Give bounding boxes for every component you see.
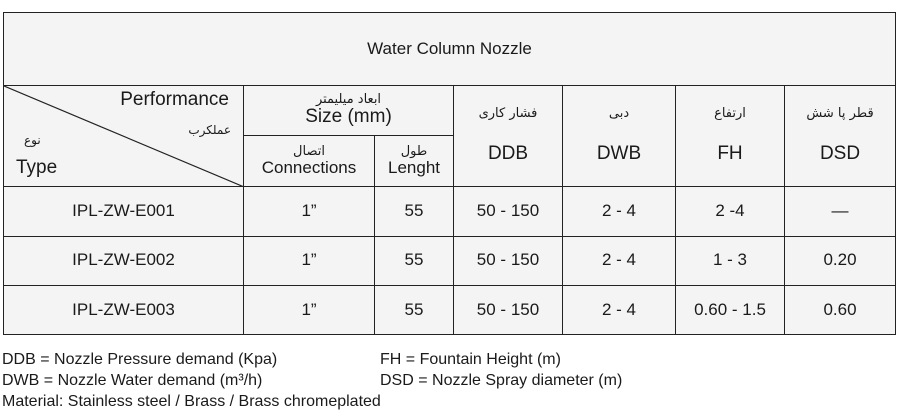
ddb-cell: 50 - 150 (454, 187, 563, 236)
ddb-cell: 50 - 150 (454, 285, 563, 334)
dsd-label-fa: قطر پا شش (806, 106, 874, 122)
table-row (4, 187, 896, 236)
length-label: Lenght (388, 157, 440, 177)
connection-cell: 1” (244, 285, 375, 334)
ddb-label-fa: فشار کاری (478, 106, 538, 122)
dwb-cell: 2 - 4 (563, 187, 676, 236)
connections-header (244, 136, 375, 187)
type-cell: IPL-ZW-E002 (4, 236, 244, 285)
dwb-cell: 2 - 4 (563, 236, 676, 285)
fh-label-fa: ارتفاع (714, 106, 746, 122)
performance-label-fa: عملکرب (188, 122, 231, 137)
dwb-label-fa: دبی (608, 106, 630, 122)
ddb-label: DDB (487, 142, 529, 164)
size-label: Size (mm) (305, 106, 392, 128)
fh-cell: 2 -4 (676, 187, 785, 236)
corner-header-cell (4, 85, 244, 187)
length-header (375, 136, 454, 187)
type-label: Type (16, 156, 58, 178)
fh-header (676, 85, 785, 187)
length-cell: 55 (375, 285, 454, 334)
connection-cell: 1” (244, 187, 375, 236)
fh-cell: 1 - 3 (676, 236, 785, 285)
length-cell: 55 (375, 236, 454, 285)
dsd-cell: 0.60 (785, 285, 896, 334)
ddb-cell: 50 - 150 (454, 236, 563, 285)
dwb-header (563, 85, 676, 187)
connection-cell: 1” (244, 236, 375, 285)
connections-label: Connections (261, 157, 357, 177)
dwb-cell: 2 - 4 (563, 285, 676, 334)
length-cell: 55 (375, 187, 454, 236)
type-cell: IPL-ZW-E003 (4, 285, 244, 334)
type-label-fa: نوع (24, 132, 41, 147)
legend-fh: FH = Fountain Height (m) (380, 351, 561, 368)
table-row (4, 285, 896, 334)
type-cell: IPL-ZW-E001 (4, 187, 244, 236)
connections-label-fa: اتصال (293, 143, 325, 159)
dsd-cell: — (785, 187, 896, 236)
legend-dsd: DSD = Nozzle Spray diameter (m) (380, 372, 623, 389)
table-row (4, 236, 896, 285)
size-header (244, 85, 454, 135)
length-label-fa: طول (400, 143, 428, 159)
dwb-label: DWB (596, 142, 642, 164)
dsd-cell: 0.20 (785, 236, 896, 285)
legend-material: Material: Stainless steel / Brass / Brass chromeplated (2, 393, 381, 410)
legend-dwb: DWB = Nozzle Water demand (m³/h) (2, 372, 263, 389)
size-label-fa: ابعاد میلیمتر (315, 91, 382, 107)
ddb-header (454, 85, 563, 187)
nozzle-spec-table (3, 12, 896, 335)
dsd-label: DSD (819, 142, 861, 164)
dsd-header (785, 85, 896, 187)
performance-label: Performance (120, 88, 229, 110)
legend-ddb: DDB = Nozzle Pressure demand (Kpa) (2, 351, 278, 368)
fh-cell: 0.60 - 1.5 (676, 285, 785, 334)
table-title: Water Column Nozzle (4, 13, 896, 86)
fh-label: FH (717, 142, 743, 164)
